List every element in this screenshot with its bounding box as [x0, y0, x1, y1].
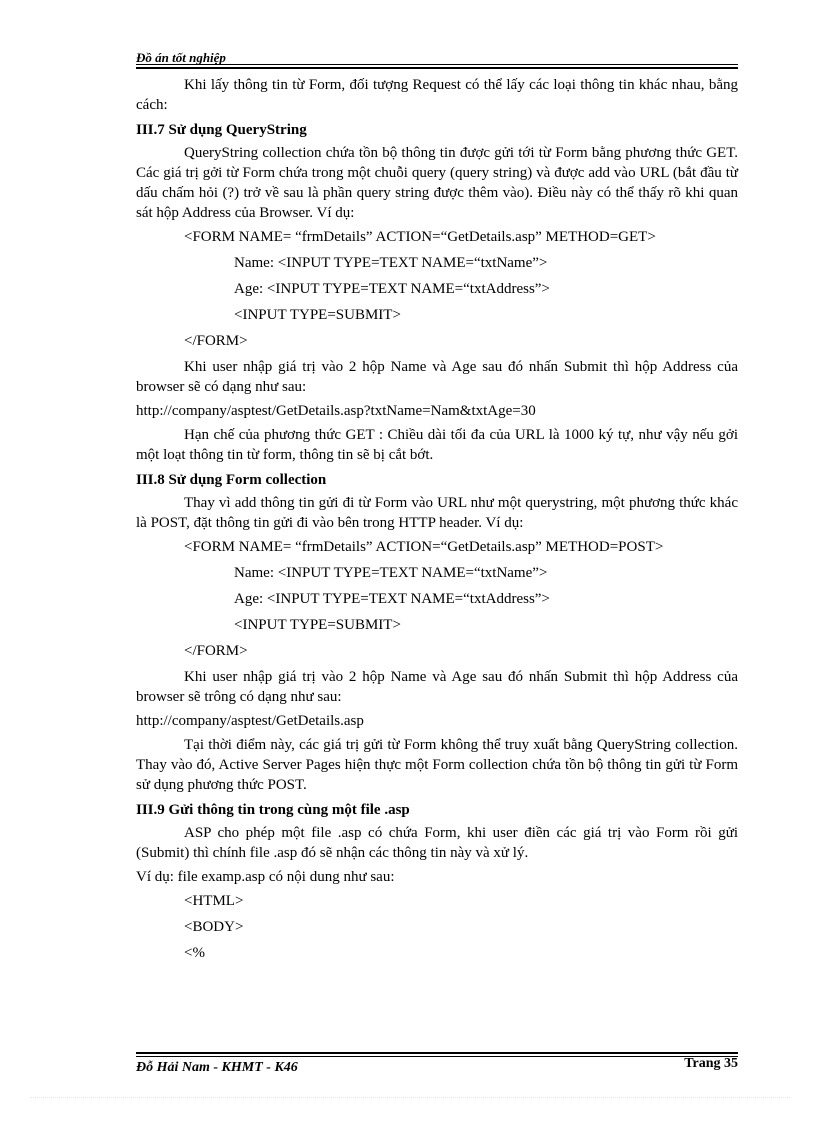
get-result-paragraph: Khi user nhập giá trị vào 2 hộp Name và Age sau đó nhấn Submit thì hộp Address của browser sẽ có dạng như sau:: [136, 359, 738, 395]
code-line: <BODY>: [184, 919, 244, 935]
page-number: Trang 35: [684, 1056, 738, 1071]
header-rule: [136, 64, 738, 65]
example-url: http://company/asptest/GetDetails.asp: [136, 713, 364, 729]
footer-rule: [136, 1056, 738, 1057]
page-edge-divider: [30, 1097, 790, 1098]
header-rule-thick: [136, 67, 738, 69]
code-line: <FORM NAME= “frmDetails” ACTION=“GetDetails.asp” METHOD=POST>: [184, 539, 664, 555]
example-label: Ví dụ: file examp.asp có nội dung như sau:: [136, 869, 395, 885]
example-url: http://company/asptest/GetDetails.asp?txtName=Nam&txtAge=30: [136, 403, 536, 419]
code-line: <%: [184, 945, 205, 961]
code-line: Age: <INPUT TYPE=TEXT NAME=“txtAddress”>: [234, 591, 550, 607]
page-header-title: Đồ án tốt nghiệp: [136, 50, 226, 65]
querystring-paragraph: QueryString collection chứa tồn bộ thông tin được gửi tới từ Form bằng phương thức GET. Các giá trị gởi từ Form chứa trong một chuỗi query (query string) và được add vào URL (bắt đầu từ dấu chấm hỏi (?) trở về sau là phần query string được thêm vào). Điều này có thể thấy rõ khi quan sát hộp Address của Browser. Ví dụ:: [136, 145, 738, 221]
code-line: <HTML>: [184, 893, 244, 909]
section-heading-3-9: III.9 Gửi thông tin trong cùng một file .asp: [136, 802, 410, 818]
section-heading-3-7: III.7 Sử dụng QueryString: [136, 122, 307, 138]
footer-author: Đỗ Hải Nam - KHMT - K46: [136, 1060, 298, 1075]
code-line: Name: <INPUT TYPE=TEXT NAME=“txtName”>: [234, 565, 548, 581]
code-line: <INPUT TYPE=SUBMIT>: [234, 617, 401, 633]
form-collection-paragraph: Thay vì add thông tin gửi đi từ Form vào URL như một querystring, một phương thức khác là POST, đặt thông tin gửi đi vào bên trong HTTP header. Ví dụ:: [136, 495, 738, 531]
code-line: <FORM NAME= “frmDetails” ACTION=“GetDetails.asp” METHOD=GET>: [184, 229, 656, 245]
post-explanation-paragraph: Tại thời điểm này, các giá trị gửi từ Form không thể truy xuất bằng QueryString collection. Thay vào đó, Active Server Pages hiện thực một Form collection chứa tồn bộ thông tin gửi từ Form sử dụng phương thức POST.: [136, 737, 738, 793]
post-result-paragraph: Khi user nhập giá trị vào 2 hộp Name và Age sau đó nhấn Submit thì hộp Address của browser sẽ trông có dạng như sau:: [136, 669, 738, 705]
intro-paragraph: Khi lấy thông tin từ Form, đối tượng Request có thể lấy các loại thông tin khác nhau, bằng cách:: [136, 77, 738, 113]
section-heading-3-8: III.8 Sử dụng Form collection: [136, 472, 327, 488]
code-line: Name: <INPUT TYPE=TEXT NAME=“txtName”>: [234, 255, 548, 271]
same-file-paragraph: ASP cho phép một file .asp có chứa Form, khi user điền các giá trị vào Form rồi gửi (Submit) thì chính file .asp đó sẽ nhận các thông tin này và xử lý.: [136, 825, 738, 861]
code-line: <INPUT TYPE=SUBMIT>: [234, 307, 401, 323]
code-line: </FORM>: [184, 643, 248, 659]
code-line: Age: <INPUT TYPE=TEXT NAME=“txtAddress”>: [234, 281, 550, 297]
document-body: [136, 75, 738, 969]
footer-rule-thick: [136, 1052, 738, 1054]
get-limit-paragraph: Hạn chế của phương thức GET : Chiều dài tối đa của URL là 1000 ký tự, như vậy nếu gởi một loạt thông tin từ form, thông tin sẽ bị cắt bớt.: [136, 427, 738, 463]
code-line: </FORM>: [184, 333, 248, 349]
